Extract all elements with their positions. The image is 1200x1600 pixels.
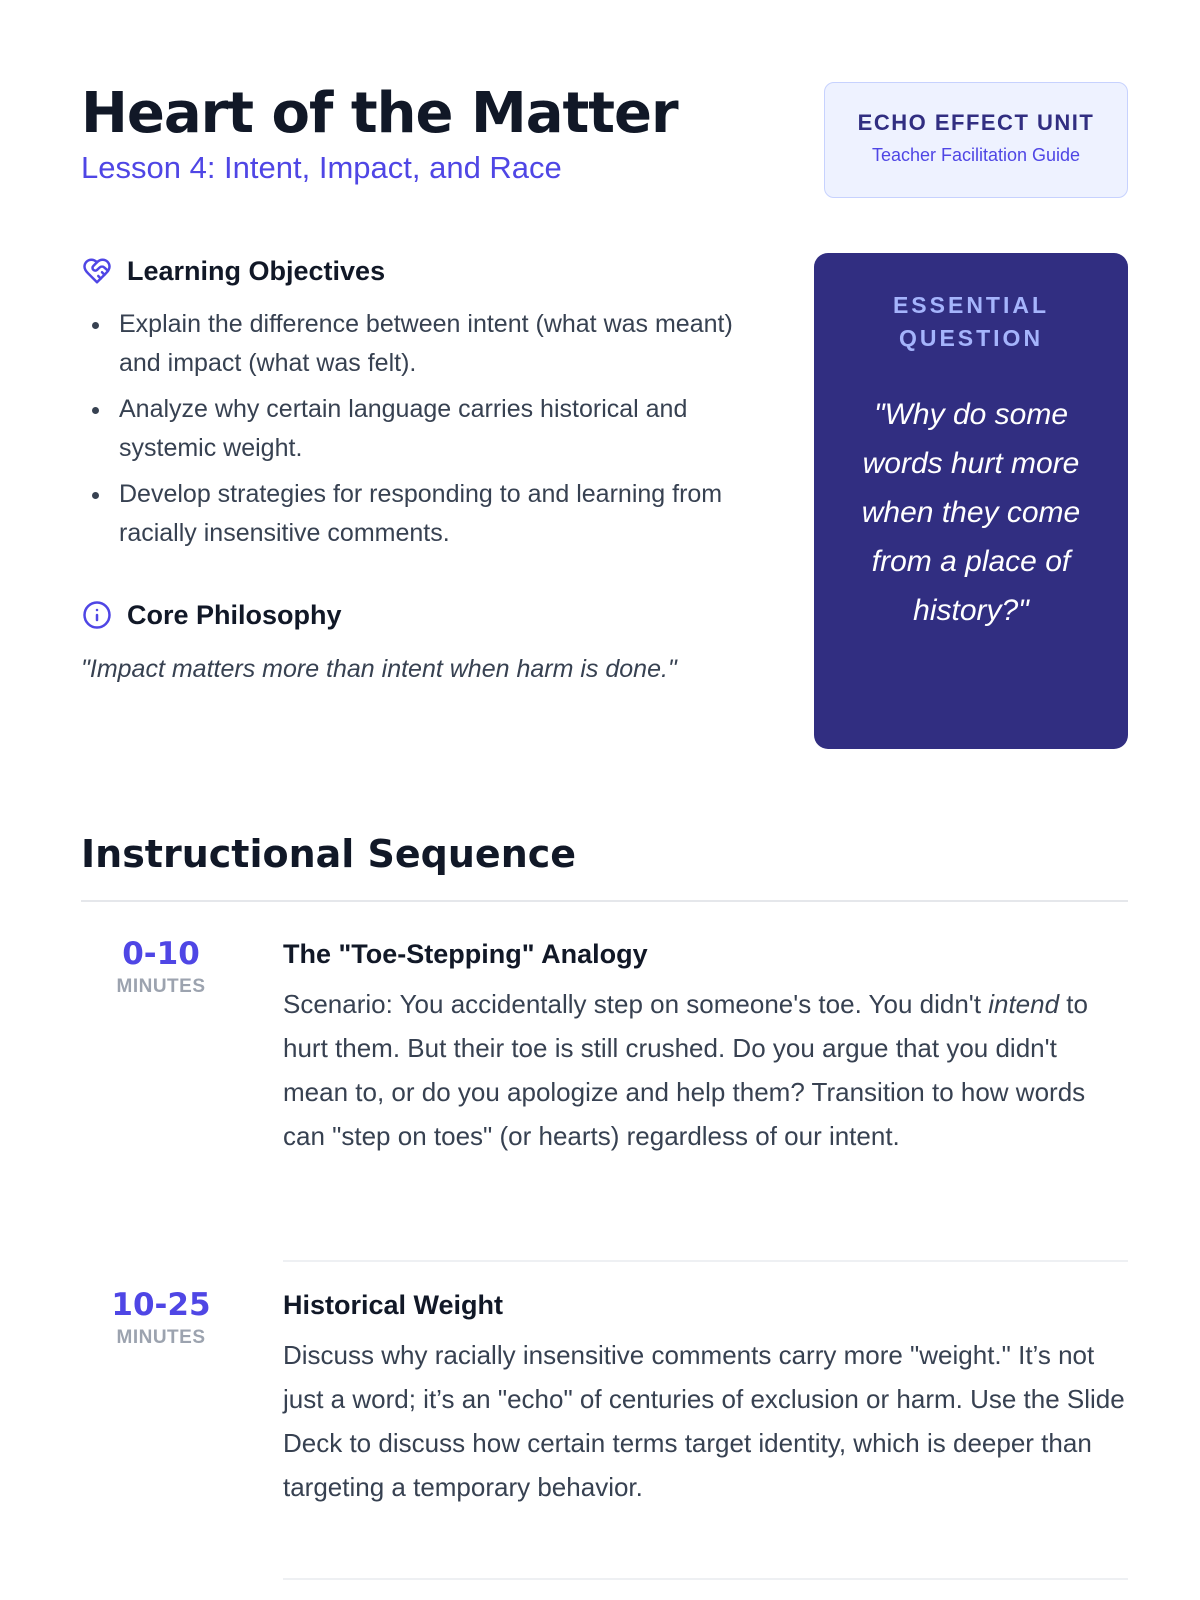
- learning-objectives-heading: [81, 254, 385, 288]
- step-range: 0-10: [122, 936, 200, 972]
- page-title: Heart of the Matter: [81, 81, 678, 146]
- sequence-title: Instructional Sequence: [81, 832, 577, 876]
- step-divider: [283, 1578, 1128, 1580]
- step-text: Discuss why racially insensitive comments carry more "weight." It’s not just a word; it’s an "echo" of centuries of exclusion or harm. Use the Slide Deck to discuss how certain terms target identity, which is deeper than targeting a temporary behavior.: [283, 1340, 1125, 1502]
- objective-item: Explain the difference between intent (what was meant) and impact (what was felt).: [81, 305, 761, 383]
- philosophy-quote: "Impact matters more than intent when harm is done.": [81, 655, 677, 683]
- step-time: [81, 934, 241, 998]
- lesson-page: [81, 0, 1128, 1600]
- lesson-subtitle: Lesson 4: Intent, Impact, and Race: [81, 150, 562, 185]
- unit-badge: [824, 82, 1128, 198]
- unit-title: ECHO EFFECT UNIT: [857, 110, 1095, 135]
- sequence-divider: [81, 900, 1128, 902]
- step-text-part: Scenario: You accidentally step on someone's toe. You didn't: [283, 989, 989, 1019]
- step-heading: Historical Weight: [283, 1290, 504, 1320]
- learning-objectives-title: Learning Objectives: [127, 255, 386, 286]
- step-text-emphasis: intend: [988, 989, 1060, 1019]
- step-unit: MINUTES: [116, 1327, 206, 1348]
- step-heading: The "Toe-Stepping" Analogy: [283, 939, 648, 969]
- unit-subtitle: Teacher Facilitation Guide: [871, 145, 1081, 165]
- core-philosophy-title: Core Philosophy: [127, 599, 342, 630]
- essential-question-text: "Why do some words hurt more when they come from a place of history?": [861, 398, 1081, 627]
- heart-handshake-icon: [81, 255, 113, 287]
- essential-question-card: [814, 253, 1128, 749]
- step-unit: MINUTES: [116, 976, 206, 997]
- step-time: [81, 1285, 241, 1349]
- step-text-part: to hurt them. But their toe is still crushed. Do you argue that you didn't mean to, or do you apologize and help them? Transition to how words can "step on toes" (or hearts) regardless of our intent.: [283, 989, 1088, 1151]
- essential-question-label: ESSENTIAL QUESTION: [892, 292, 1050, 351]
- step-range: 10-25: [111, 1287, 211, 1323]
- objective-item: Analyze why certain language carries historical and systemic weight.: [81, 390, 761, 468]
- objectives-list: [81, 305, 761, 560]
- core-philosophy-heading: [81, 598, 342, 632]
- step-body: [283, 934, 1128, 1158]
- step-body: [283, 1285, 1128, 1509]
- info-icon: [81, 599, 113, 631]
- objective-item: Develop strategies for responding to and learning from racially insensitive comments.: [81, 475, 761, 553]
- step-divider: [283, 1260, 1128, 1262]
- page-header: [81, 82, 1128, 202]
- step-text: [283, 982, 1128, 1158]
